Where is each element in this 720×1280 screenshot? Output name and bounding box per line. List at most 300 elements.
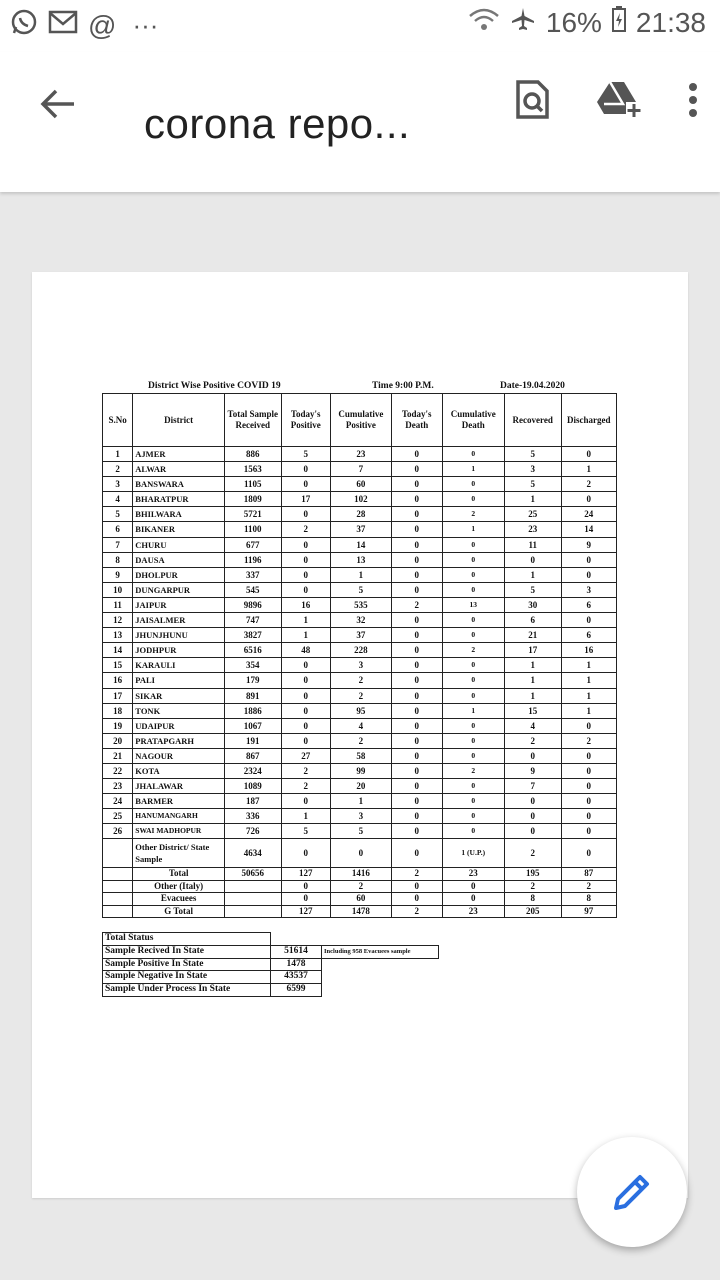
table-cell: 0 bbox=[391, 703, 442, 718]
table-cell: 95 bbox=[330, 703, 391, 718]
table-cell: 0 bbox=[391, 492, 442, 507]
column-header: Total Sample Received bbox=[225, 394, 281, 447]
summary-label: Other (Italy) bbox=[133, 880, 225, 893]
table-cell: 1089 bbox=[225, 779, 281, 794]
table-cell bbox=[103, 868, 133, 881]
table-cell: 0 bbox=[391, 658, 442, 673]
table-cell: 1 bbox=[504, 492, 561, 507]
table-cell: 5 bbox=[281, 824, 330, 839]
summary-label: Evacuees bbox=[133, 893, 225, 906]
table-cell: 0 bbox=[442, 447, 504, 462]
table-cell: 6 bbox=[561, 597, 616, 612]
total-status-value: 6599 bbox=[271, 984, 322, 997]
table-cell: 0 bbox=[330, 839, 391, 868]
table-cell: 2 bbox=[281, 779, 330, 794]
table-cell: 17 bbox=[504, 643, 561, 658]
table-row bbox=[103, 763, 617, 778]
table-cell: 336 bbox=[225, 809, 281, 824]
table-cell: 195 bbox=[504, 868, 561, 881]
table-cell bbox=[103, 880, 133, 893]
table-cell: 2 bbox=[330, 880, 391, 893]
back-button[interactable] bbox=[36, 82, 80, 126]
table-cell: 5 bbox=[330, 582, 391, 597]
table-cell: 25 bbox=[504, 507, 561, 522]
table-row bbox=[103, 718, 617, 733]
district-name: SIKAR bbox=[133, 688, 225, 703]
total-status-note: Including 958 Evacuees sample bbox=[322, 945, 439, 958]
table-cell: 24 bbox=[103, 794, 133, 809]
table-cell: 22 bbox=[103, 763, 133, 778]
column-header: Cumulative Death bbox=[442, 394, 504, 447]
table-cell: 3 bbox=[504, 462, 561, 477]
table-cell: 0 bbox=[442, 552, 504, 567]
total-status-row bbox=[103, 958, 439, 971]
table-cell: 5 bbox=[504, 447, 561, 462]
district-table bbox=[102, 393, 617, 918]
district-name: BIKANER bbox=[133, 522, 225, 537]
table-cell: 0 bbox=[391, 893, 442, 906]
table-row bbox=[103, 779, 617, 794]
total-status-label: Sample Under Process In State bbox=[103, 984, 271, 997]
table-cell: 1 bbox=[504, 673, 561, 688]
table-cell: 1 bbox=[442, 462, 504, 477]
table-cell: 0 bbox=[391, 582, 442, 597]
table-cell: 891 bbox=[225, 688, 281, 703]
table-cell: 0 bbox=[561, 763, 616, 778]
district-name: DHOLPUR bbox=[133, 567, 225, 582]
table-cell: 1 bbox=[442, 522, 504, 537]
district-name: NAGOUR bbox=[133, 748, 225, 763]
battery-icon bbox=[612, 6, 626, 39]
table-cell: 127 bbox=[281, 905, 330, 918]
at-icon: @ bbox=[88, 9, 117, 41]
app-bar-actions bbox=[514, 80, 698, 125]
document-search-icon bbox=[514, 80, 550, 120]
table-cell: 0 bbox=[281, 733, 330, 748]
district-name: PRATAPGARH bbox=[133, 733, 225, 748]
table-cell: 886 bbox=[225, 447, 281, 462]
table-cell: 7 bbox=[330, 462, 391, 477]
table-cell: 1 bbox=[330, 794, 391, 809]
table-cell: 15 bbox=[504, 703, 561, 718]
table-cell: 20 bbox=[103, 733, 133, 748]
table-cell: 1 bbox=[281, 809, 330, 824]
summary-row bbox=[103, 893, 617, 906]
app-bar bbox=[0, 52, 720, 192]
table-cell: 0 bbox=[391, 688, 442, 703]
table-cell: 1 bbox=[442, 703, 504, 718]
battery-percentage: 16% bbox=[545, 6, 602, 38]
table-cell: 2 bbox=[442, 643, 504, 658]
table-cell: 37 bbox=[330, 628, 391, 643]
table-cell: 4 bbox=[330, 718, 391, 733]
table-cell: 228 bbox=[330, 643, 391, 658]
district-name: Other District/ State Sample bbox=[133, 839, 225, 868]
table-cell: 1 bbox=[504, 688, 561, 703]
summary-row bbox=[103, 905, 617, 918]
district-name: JAISALMER bbox=[133, 613, 225, 628]
table-row bbox=[103, 824, 617, 839]
pencil-icon bbox=[611, 1171, 653, 1213]
table-cell bbox=[225, 893, 281, 906]
district-name: DUNGARPUR bbox=[133, 582, 225, 597]
table-row bbox=[103, 462, 617, 477]
table-cell: 2 bbox=[391, 868, 442, 881]
table-row bbox=[103, 507, 617, 522]
table-cell: 1 bbox=[561, 673, 616, 688]
table-cell: 0 bbox=[504, 794, 561, 809]
district-name: JAIPUR bbox=[133, 597, 225, 612]
table-cell: 0 bbox=[391, 567, 442, 582]
column-header: Today's Death bbox=[391, 394, 442, 447]
table-cell: 5 bbox=[504, 582, 561, 597]
table-cell: 4 bbox=[103, 492, 133, 507]
table-cell: 9 bbox=[561, 537, 616, 552]
table-cell: 8 bbox=[561, 893, 616, 906]
table-row bbox=[103, 658, 617, 673]
table-cell: 20 bbox=[330, 779, 391, 794]
table-cell: 1067 bbox=[225, 718, 281, 733]
table-cell: 8 bbox=[103, 552, 133, 567]
table-body bbox=[103, 447, 617, 918]
table-cell: 48 bbox=[281, 643, 330, 658]
table-cell: 3 bbox=[561, 582, 616, 597]
table-cell: 14 bbox=[103, 643, 133, 658]
table-cell: 0 bbox=[391, 809, 442, 824]
table-cell: 0 bbox=[391, 462, 442, 477]
district-name: PALI bbox=[133, 673, 225, 688]
table-cell: 6 bbox=[561, 628, 616, 643]
table-cell: 0 bbox=[561, 779, 616, 794]
table-row bbox=[103, 628, 617, 643]
more-notifications: ··· bbox=[132, 10, 159, 40]
table-cell: 205 bbox=[504, 905, 561, 918]
table-cell: 5721 bbox=[225, 507, 281, 522]
more-options-button[interactable] bbox=[688, 82, 698, 123]
district-name: TONK bbox=[133, 703, 225, 718]
total-status-row bbox=[103, 984, 439, 997]
table-cell: 97 bbox=[561, 905, 616, 918]
table-cell: 0 bbox=[561, 794, 616, 809]
total-status-value: 1478 bbox=[271, 958, 322, 971]
district-name: DAUSA bbox=[133, 552, 225, 567]
table-cell: 1 bbox=[504, 567, 561, 582]
table-cell: 0 bbox=[504, 552, 561, 567]
table-cell: 16 bbox=[281, 597, 330, 612]
total-status-title-row bbox=[103, 933, 439, 946]
gmail-icon bbox=[48, 9, 78, 42]
total-status-title: Total Status bbox=[103, 933, 271, 946]
table-cell: 0 bbox=[281, 658, 330, 673]
table-cell: 50656 bbox=[225, 868, 281, 881]
table-cell: 1 bbox=[504, 658, 561, 673]
table-row bbox=[103, 673, 617, 688]
more-vertical-icon bbox=[688, 82, 698, 118]
table-cell: 127 bbox=[281, 868, 330, 881]
table-cell: 0 bbox=[561, 613, 616, 628]
total-status-table bbox=[102, 932, 439, 997]
table-cell: 30 bbox=[504, 597, 561, 612]
table-cell: 0 bbox=[391, 673, 442, 688]
summary-row bbox=[103, 868, 617, 881]
table-cell: 99 bbox=[330, 763, 391, 778]
district-name: ALWAR bbox=[133, 462, 225, 477]
table-cell: 19 bbox=[103, 718, 133, 733]
table-row bbox=[103, 688, 617, 703]
district-name: HANUMANGARH bbox=[133, 809, 225, 824]
drive-add-icon bbox=[596, 80, 642, 120]
arrow-left-icon bbox=[36, 82, 80, 126]
report-title: District Wise Positive COVID 19 bbox=[148, 381, 281, 391]
table-cell: 0 bbox=[281, 893, 330, 906]
table-row bbox=[103, 643, 617, 658]
table-cell: 0 bbox=[442, 673, 504, 688]
table-cell: 28 bbox=[330, 507, 391, 522]
table-row bbox=[103, 597, 617, 612]
total-status-value: 51614 bbox=[271, 945, 322, 958]
table-cell: 1 bbox=[281, 628, 330, 643]
table-cell: 0 bbox=[561, 552, 616, 567]
table-cell: 0 bbox=[281, 703, 330, 718]
table-cell: 0 bbox=[391, 628, 442, 643]
table-cell: 0 bbox=[391, 748, 442, 763]
system-indicators bbox=[468, 6, 706, 39]
table-cell: 7 bbox=[103, 537, 133, 552]
table-cell: 6 bbox=[504, 613, 561, 628]
notification-icons bbox=[10, 8, 158, 43]
table-cell: 1 bbox=[561, 703, 616, 718]
table-row bbox=[103, 748, 617, 763]
table-cell: 0 bbox=[391, 522, 442, 537]
table-cell: 0 bbox=[442, 567, 504, 582]
column-header: S.No bbox=[103, 394, 133, 447]
table-header-row bbox=[103, 394, 617, 447]
table-cell: 0 bbox=[281, 688, 330, 703]
table-cell: 0 bbox=[281, 477, 330, 492]
table-cell: 0 bbox=[281, 880, 330, 893]
table-cell: 867 bbox=[225, 748, 281, 763]
report-date: Date-19.04.2020 bbox=[500, 381, 565, 391]
table-cell: 5 bbox=[103, 507, 133, 522]
table-cell: 1478 bbox=[330, 905, 391, 918]
column-header: Discharged bbox=[561, 394, 616, 447]
table-cell: 0 bbox=[281, 462, 330, 477]
table-cell: 23 bbox=[330, 447, 391, 462]
table-cell: 0 bbox=[561, 492, 616, 507]
table-cell: 11 bbox=[504, 537, 561, 552]
table-cell: 1 bbox=[281, 613, 330, 628]
table-cell: 6 bbox=[103, 522, 133, 537]
table-cell: 0 bbox=[391, 613, 442, 628]
table-cell: 0 bbox=[504, 824, 561, 839]
add-to-drive-button[interactable] bbox=[596, 80, 642, 125]
table-cell: 4 bbox=[504, 718, 561, 733]
table-cell: 1105 bbox=[225, 477, 281, 492]
table-cell: 13 bbox=[330, 552, 391, 567]
table-cell: 17 bbox=[103, 688, 133, 703]
other-district-row bbox=[103, 839, 617, 868]
table-cell: 1 bbox=[561, 688, 616, 703]
table-cell: 2 bbox=[391, 905, 442, 918]
summary-label: Total bbox=[133, 868, 225, 881]
table-cell: 0 bbox=[281, 537, 330, 552]
table-cell: 23 bbox=[504, 522, 561, 537]
district-name: BANSWARA bbox=[133, 477, 225, 492]
table-cell: 10 bbox=[103, 582, 133, 597]
table-cell: 4634 bbox=[225, 839, 281, 868]
table-row bbox=[103, 733, 617, 748]
total-status-label: Sample Positive In State bbox=[103, 958, 271, 971]
table-cell bbox=[103, 905, 133, 918]
table-cell: 13 bbox=[103, 628, 133, 643]
table-row bbox=[103, 582, 617, 597]
table-cell: 8 bbox=[504, 893, 561, 906]
search-in-document-button[interactable] bbox=[514, 80, 550, 125]
table-cell: 0 bbox=[442, 537, 504, 552]
table-cell: 15 bbox=[103, 658, 133, 673]
table-cell: 0 bbox=[391, 552, 442, 567]
table-cell: 337 bbox=[225, 567, 281, 582]
table-cell: 14 bbox=[561, 522, 616, 537]
table-cell: 0 bbox=[442, 893, 504, 906]
table-cell: 0 bbox=[391, 839, 442, 868]
table-cell: 2 bbox=[442, 763, 504, 778]
total-status-value: 43537 bbox=[271, 971, 322, 984]
table-cell: 3 bbox=[330, 809, 391, 824]
table-cell: 21 bbox=[504, 628, 561, 643]
table-cell: 0 bbox=[561, 824, 616, 839]
table-row bbox=[103, 477, 617, 492]
table-cell: 0 bbox=[442, 477, 504, 492]
table-cell: 2 bbox=[561, 880, 616, 893]
table-cell: 60 bbox=[330, 477, 391, 492]
table-cell: 3 bbox=[330, 658, 391, 673]
table-cell: 16 bbox=[103, 673, 133, 688]
table-cell: 5 bbox=[330, 824, 391, 839]
table-cell: 2 bbox=[103, 462, 133, 477]
district-name: CHURU bbox=[133, 537, 225, 552]
table-cell: 2 bbox=[504, 733, 561, 748]
table-cell: 1100 bbox=[225, 522, 281, 537]
table-cell: 0 bbox=[442, 582, 504, 597]
table-cell: 1886 bbox=[225, 703, 281, 718]
district-name: KARAULI bbox=[133, 658, 225, 673]
table-cell: 0 bbox=[442, 794, 504, 809]
table-cell: 354 bbox=[225, 658, 281, 673]
table-cell: 0 bbox=[391, 447, 442, 462]
table-cell: 23 bbox=[442, 868, 504, 881]
table-cell: 2 bbox=[391, 597, 442, 612]
table-cell: 0 bbox=[442, 628, 504, 643]
table-cell: 0 bbox=[281, 794, 330, 809]
table-cell: 9 bbox=[103, 567, 133, 582]
table-row bbox=[103, 613, 617, 628]
table-cell: 32 bbox=[330, 613, 391, 628]
table-cell: 2 bbox=[330, 733, 391, 748]
table-cell: 5 bbox=[281, 447, 330, 462]
table-cell: 0 bbox=[281, 718, 330, 733]
table-cell: 1 bbox=[330, 567, 391, 582]
table-cell: 18 bbox=[103, 703, 133, 718]
clock: 21:38 bbox=[635, 6, 706, 38]
table-cell: 23 bbox=[103, 779, 133, 794]
table-row bbox=[103, 537, 617, 552]
total-status-label: Sample Recived In State bbox=[103, 945, 271, 958]
table-cell: 2 bbox=[281, 763, 330, 778]
status-bar bbox=[0, 0, 720, 52]
column-header: Today's Positive bbox=[281, 394, 330, 447]
total-status-row bbox=[103, 945, 439, 958]
table-cell: 2 bbox=[504, 880, 561, 893]
table-cell: 1809 bbox=[225, 492, 281, 507]
edit-fab-button[interactable] bbox=[577, 1137, 687, 1247]
district-name: SWAI MADHOPUR bbox=[133, 824, 225, 839]
table-cell: 58 bbox=[330, 748, 391, 763]
table-cell: 6516 bbox=[225, 643, 281, 658]
table-cell: 0 bbox=[391, 733, 442, 748]
table-cell: 726 bbox=[225, 824, 281, 839]
table-cell: 0 bbox=[442, 748, 504, 763]
table-cell: 1196 bbox=[225, 552, 281, 567]
table-row bbox=[103, 552, 617, 567]
table-cell: 1 bbox=[103, 447, 133, 462]
table-cell: 11 bbox=[103, 597, 133, 612]
table-cell: 2 bbox=[561, 733, 616, 748]
column-header: Recovered bbox=[504, 394, 561, 447]
table-cell: 0 bbox=[391, 537, 442, 552]
table-cell: 0 bbox=[391, 824, 442, 839]
table-cell: 0 bbox=[561, 718, 616, 733]
table-cell: 102 bbox=[330, 492, 391, 507]
report-time: Time 9:00 P.M. bbox=[372, 381, 434, 391]
table-cell bbox=[103, 839, 133, 868]
table-cell: 747 bbox=[225, 613, 281, 628]
table-cell: 2 bbox=[561, 477, 616, 492]
table-cell: 545 bbox=[225, 582, 281, 597]
district-name: JODHPUR bbox=[133, 643, 225, 658]
table-cell: 0 bbox=[442, 492, 504, 507]
table-cell: 5 bbox=[504, 477, 561, 492]
table-cell: 0 bbox=[442, 733, 504, 748]
table-cell: 1416 bbox=[330, 868, 391, 881]
table-cell: 2 bbox=[442, 507, 504, 522]
table-cell: 0 bbox=[442, 809, 504, 824]
table-cell: 0 bbox=[561, 839, 616, 868]
table-cell: 0 bbox=[442, 658, 504, 673]
table-cell: 0 bbox=[281, 507, 330, 522]
table-cell: 0 bbox=[561, 809, 616, 824]
total-status-label: Sample Negative In State bbox=[103, 971, 271, 984]
table-cell: 12 bbox=[103, 613, 133, 628]
table-cell bbox=[225, 880, 281, 893]
whatsapp-icon bbox=[10, 8, 38, 43]
table-cell: 0 bbox=[391, 794, 442, 809]
total-status-row bbox=[103, 971, 439, 984]
table-cell: 0 bbox=[442, 824, 504, 839]
table-cell: 27 bbox=[281, 748, 330, 763]
table-cell: 1 (U.P.) bbox=[442, 839, 504, 868]
district-name: AJMER bbox=[133, 447, 225, 462]
document-title: corona repo... bbox=[144, 100, 411, 147]
airplane-mode-icon bbox=[510, 6, 536, 39]
pdf-page[interactable] bbox=[32, 272, 688, 1198]
table-cell: 9896 bbox=[225, 597, 281, 612]
table-cell: 0 bbox=[281, 552, 330, 567]
table-cell: 0 bbox=[442, 880, 504, 893]
district-name: BHARATPUR bbox=[133, 492, 225, 507]
table-cell: 0 bbox=[391, 643, 442, 658]
table-row bbox=[103, 794, 617, 809]
